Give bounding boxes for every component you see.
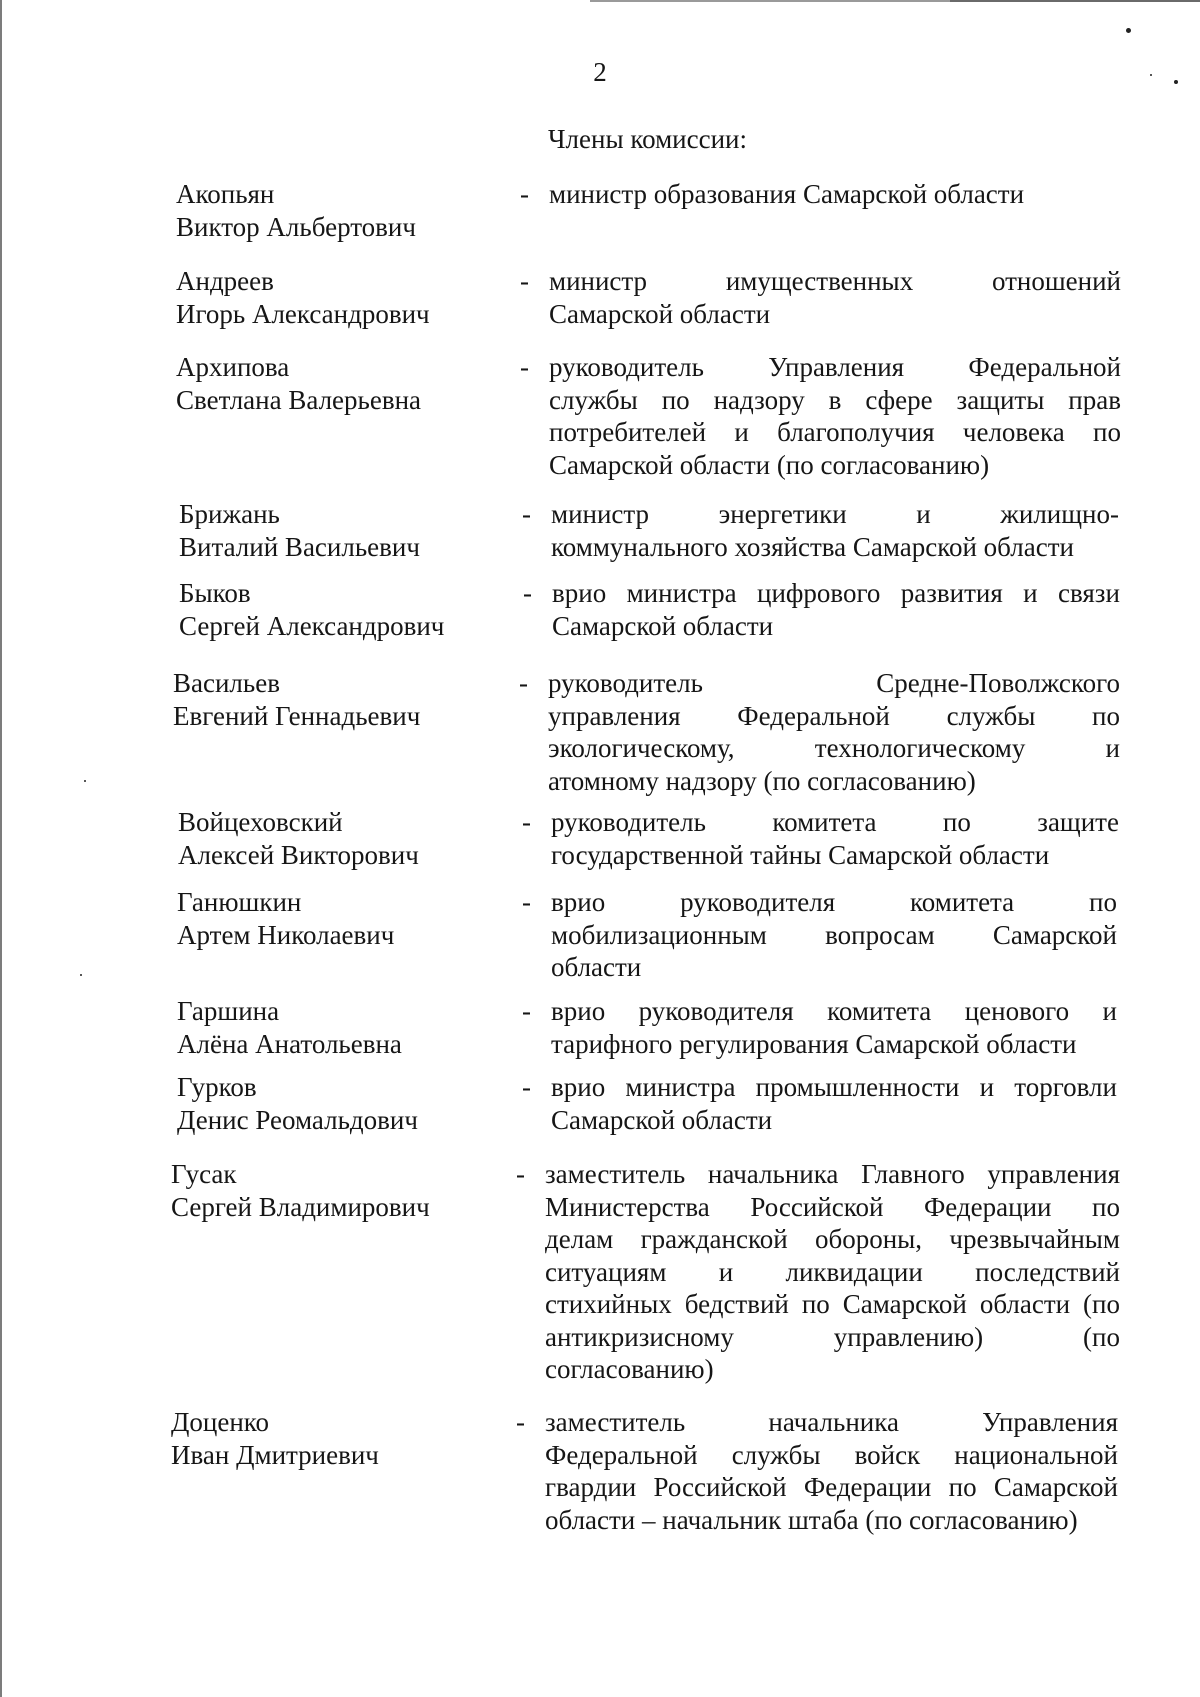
role-word: потребителей (549, 417, 707, 447)
member-name (171, 1158, 501, 1223)
member-given-names: Артем Николаевич (177, 919, 395, 950)
role-line: области (551, 952, 642, 982)
role-word: (по (1083, 1321, 1120, 1352)
role-word: мобилизационным (551, 919, 767, 950)
role-line: согласованию) (545, 1354, 714, 1384)
member-role (549, 351, 1121, 481)
list-dash: - (520, 352, 529, 382)
page-number: 2 (593, 57, 607, 87)
role-word: начальника (707, 1159, 839, 1189)
role-word: руководитель (549, 352, 704, 382)
role-word: ситуациям (545, 1256, 667, 1287)
role-line: атомному надзору (по согласованию) (548, 765, 976, 796)
role-word: службы (549, 384, 638, 415)
role-line (552, 577, 1120, 610)
scan-speck (80, 974, 82, 976)
role-word: ликвидации (785, 1256, 923, 1287)
role-word: по (942, 807, 971, 837)
role-line (545, 1406, 1118, 1439)
role-word: последствий (975, 1256, 1120, 1287)
member-role (551, 886, 1117, 984)
role-word: комитета (910, 887, 1015, 917)
role-word: комитета (772, 807, 877, 837)
role-line (545, 1439, 1118, 1472)
member-name (176, 351, 506, 416)
role-line (549, 351, 1121, 384)
role-word: Главного (861, 1159, 965, 1189)
role-word: делам (545, 1224, 614, 1254)
role-word: Министерства (545, 1191, 710, 1222)
list-dash: - (522, 887, 531, 917)
role-word: руководитель (551, 807, 706, 837)
role-word: экологическому, (548, 733, 735, 763)
role-line: области – начальник штаба (по согласованию) (545, 1504, 1078, 1535)
role-word: министр (551, 499, 650, 529)
role-word: обороны, (814, 1224, 923, 1254)
member-given-names: Сергей Александрович (179, 610, 445, 641)
role-line: министр образования Самарской области (549, 179, 1025, 209)
member-surname: Гурков (177, 1072, 257, 1102)
role-line (551, 1071, 1117, 1104)
list-dash: - (516, 1407, 525, 1437)
role-word: технологическому (814, 733, 1026, 763)
role-word: по (1092, 1191, 1120, 1222)
role-line: государственной тайны Самарской области (551, 839, 1050, 870)
role-line: Самарской области (по согласованию) (549, 449, 990, 480)
role-word: и (734, 417, 749, 447)
role-word: врио (552, 578, 607, 608)
list-dash: - (516, 1159, 525, 1189)
member-surname: Быков (179, 578, 251, 608)
role-line (551, 919, 1117, 952)
member-role (545, 1158, 1120, 1386)
section-heading: Члены комиссии: (548, 124, 747, 154)
role-word: ценового (964, 996, 1070, 1026)
role-word: врио (551, 996, 606, 1026)
role-word: Самарской (993, 1472, 1118, 1502)
member-surname: Брижань (179, 499, 280, 529)
role-word: врио (551, 887, 606, 917)
member-role (548, 667, 1120, 797)
role-line (545, 1191, 1120, 1224)
list-dash: - (522, 1072, 531, 1102)
role-word: руководителя (638, 996, 794, 1026)
role-word: бедствий (684, 1289, 789, 1319)
role-line (551, 498, 1119, 531)
role-word: чрезвычайным (949, 1224, 1120, 1254)
role-word: жилищно- (1000, 499, 1119, 529)
role-word: энергетики (718, 499, 847, 529)
role-word: Российской (653, 1472, 787, 1502)
list-dash: - (523, 578, 532, 608)
role-line (549, 384, 1121, 417)
role-line (549, 265, 1121, 298)
role-word: человека (962, 417, 1065, 447)
role-word: и (979, 1072, 995, 1102)
member-surname: Архипова (176, 352, 290, 382)
role-word: сфере (865, 384, 933, 415)
member-role (545, 1406, 1118, 1536)
role-line: Самарской области (549, 298, 771, 329)
scan-edge-left (0, 0, 2, 1697)
scan-speck (84, 780, 86, 782)
role-word: министр (549, 266, 648, 296)
role-line (548, 700, 1120, 733)
member-role (551, 806, 1119, 871)
list-dash: - (522, 807, 531, 837)
role-line: тарифного регулирования Самарской области (551, 1028, 1077, 1059)
member-given-names: Евгений Геннадьевич (173, 700, 421, 731)
member-surname: Андреев (176, 266, 274, 296)
member-name (177, 886, 507, 951)
member-given-names: Алексей Викторович (178, 839, 419, 870)
role-word: войск (854, 1439, 921, 1470)
role-word: заместитель (545, 1159, 686, 1189)
role-word: по (661, 384, 690, 415)
role-word: управления (548, 700, 681, 731)
role-word: Управления (982, 1407, 1118, 1437)
role-word: цифрового (757, 578, 881, 608)
member-surname: Ганюшкин (177, 887, 302, 917)
member-name (177, 1071, 507, 1136)
member-name (177, 995, 507, 1060)
role-word: по (1092, 700, 1120, 731)
scan-speck (1126, 28, 1131, 33)
role-word: руководитель (548, 668, 703, 698)
role-word: национальной (954, 1439, 1118, 1470)
role-word: и (718, 1256, 734, 1287)
member-role (551, 498, 1119, 563)
member-name (176, 265, 506, 330)
role-word: руководителя (680, 887, 836, 917)
member-name (178, 806, 508, 871)
role-word: промышленности (755, 1072, 960, 1102)
role-line (545, 1471, 1118, 1504)
member-role (551, 995, 1117, 1060)
member-surname: Гусак (171, 1159, 237, 1189)
member-name (173, 667, 503, 732)
role-word: службы (731, 1439, 821, 1470)
role-word: и (916, 499, 931, 529)
role-word: Федерации (923, 1191, 1052, 1222)
role-word: по (948, 1472, 977, 1502)
role-word: (по (1083, 1289, 1120, 1319)
role-line (545, 1223, 1120, 1256)
role-word: Средне-Поволжского (876, 668, 1120, 698)
role-word: прав (1068, 384, 1121, 415)
role-word: по (801, 1289, 830, 1319)
role-word: в (828, 384, 842, 415)
role-line: Самарской области (551, 1104, 773, 1135)
role-word: министра (625, 1072, 736, 1102)
member-name (179, 498, 509, 563)
list-dash: - (519, 668, 528, 698)
member-role (551, 1071, 1117, 1136)
list-dash: - (522, 996, 531, 1026)
role-word: по (1093, 417, 1121, 447)
list-dash: - (520, 266, 529, 296)
role-line (548, 732, 1120, 765)
member-surname: Акопьян (176, 179, 275, 209)
role-word: стихийных (545, 1289, 672, 1319)
role-line (545, 1256, 1120, 1289)
role-word: Федеральной (737, 700, 890, 731)
role-word: и (1023, 578, 1038, 608)
role-word: защиты (956, 384, 1045, 415)
member-given-names: Сергей Владимирович (171, 1191, 430, 1222)
member-name (179, 577, 509, 642)
role-word: и (1105, 733, 1120, 763)
role-word: Федеральной (545, 1439, 698, 1470)
member-given-names: Светлана Валерьевна (176, 384, 422, 415)
member-role (552, 577, 1120, 642)
role-line (551, 886, 1117, 919)
role-line (549, 416, 1121, 449)
role-word: заместитель (545, 1407, 686, 1437)
member-given-names: Виталий Васильевич (179, 531, 420, 562)
member-name (176, 178, 506, 243)
role-line (551, 806, 1119, 839)
member-given-names: Денис Реомальдович (177, 1104, 418, 1135)
role-word: Федерации (803, 1472, 932, 1502)
member-given-names: Алёна Анатольевна (177, 1028, 402, 1059)
role-word: благополучия (777, 417, 935, 447)
list-dash: - (522, 499, 531, 529)
role-word: комитета (827, 996, 932, 1026)
role-line (545, 1321, 1120, 1354)
scan-edge-top-dark (950, 0, 1200, 2)
role-word: области (979, 1289, 1071, 1319)
role-line (545, 1288, 1120, 1321)
role-word: по (1089, 887, 1117, 917)
role-word: развития (900, 578, 1003, 608)
role-word: имущественных (725, 266, 914, 296)
member-surname: Доценко (171, 1407, 270, 1437)
role-word: связи (1058, 578, 1120, 608)
list-dash: - (520, 179, 529, 209)
role-word: врио (551, 1072, 606, 1102)
role-word: Российской (750, 1191, 884, 1222)
role-word: службы (946, 700, 1036, 731)
role-line (548, 667, 1120, 700)
role-word: Самарской (992, 919, 1117, 950)
role-word: министра (626, 578, 737, 608)
member-given-names: Иван Дмитриевич (171, 1439, 379, 1470)
member-given-names: Игорь Александрович (176, 298, 430, 329)
member-surname: Гаршина (177, 996, 280, 1026)
role-line (545, 1158, 1120, 1191)
member-given-names: Виктор Альбертович (176, 211, 416, 242)
member-role (549, 178, 1129, 211)
role-line (551, 995, 1117, 1028)
role-word: Управления (768, 352, 905, 382)
member-role (549, 265, 1121, 330)
role-word: Федеральной (968, 352, 1121, 382)
role-word: начальника (768, 1407, 899, 1437)
member-name (171, 1406, 501, 1471)
role-word: антикризисному (545, 1321, 734, 1352)
role-word: Самарской (842, 1289, 967, 1319)
role-line: Самарской области (552, 610, 774, 641)
role-line: коммунального хозяйства Самарской области (551, 531, 1074, 562)
role-word: надзору (713, 384, 805, 415)
role-word: управлению) (833, 1321, 984, 1352)
role-word: торговли (1014, 1072, 1117, 1102)
role-word: вопросам (825, 919, 935, 950)
role-word: отношений (991, 266, 1121, 296)
role-word: защите (1037, 807, 1119, 837)
member-surname: Васильев (173, 668, 280, 698)
member-surname: Войцеховский (178, 807, 343, 837)
role-word: гражданской (640, 1224, 788, 1254)
role-word: гвардии (545, 1472, 637, 1502)
role-word: управления (987, 1159, 1120, 1189)
role-word: и (1102, 996, 1117, 1026)
